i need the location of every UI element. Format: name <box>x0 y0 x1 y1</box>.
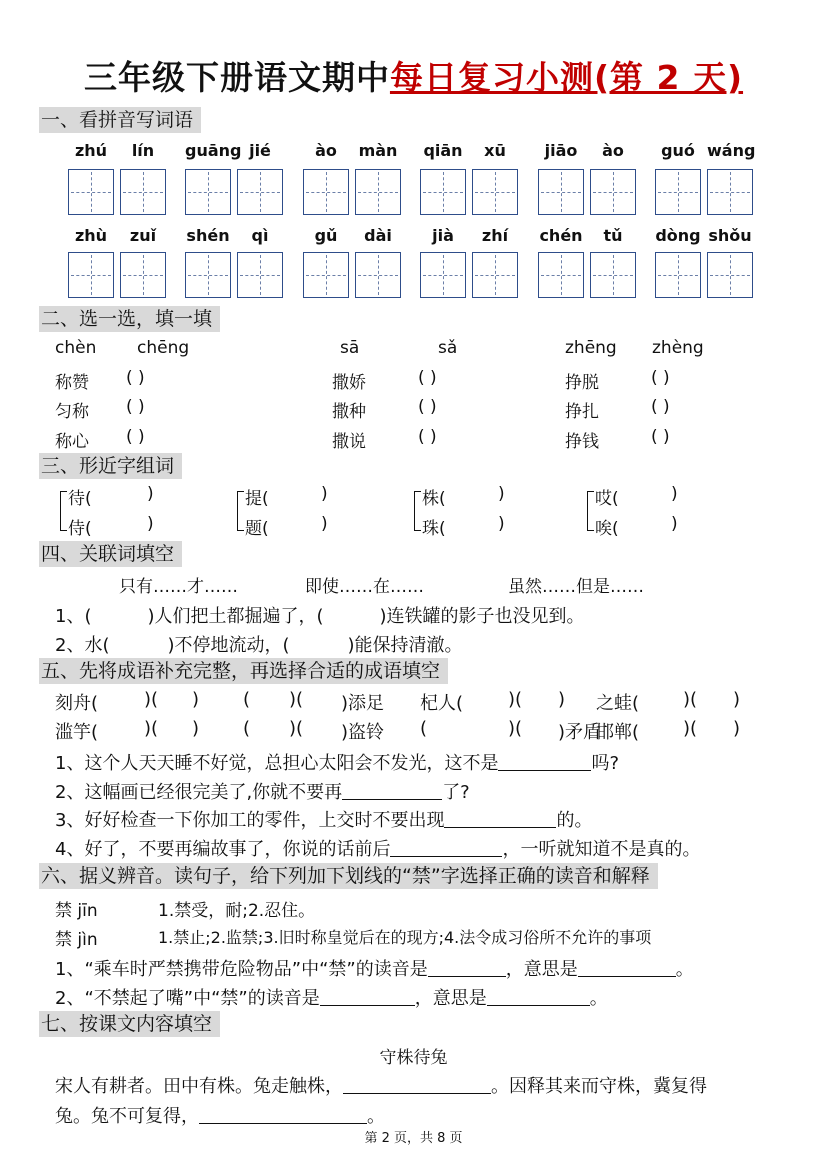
char-writing-box[interactable] <box>655 252 701 298</box>
answer-line[interactable] <box>320 987 415 1006</box>
char-writing-box[interactable] <box>303 252 349 298</box>
s2-word: 匀称 <box>55 402 89 422</box>
s5-question-4: 4、好了，不要再编故事了，你说的话前后 ，一听就知道不是真的。 <box>55 839 701 860</box>
idiom-fragment: )( <box>289 718 304 739</box>
s3-close: ) <box>321 514 328 534</box>
char-writing-box[interactable] <box>120 169 166 215</box>
char-writing-box[interactable] <box>185 169 231 215</box>
idiom-fragment: )( <box>289 689 304 710</box>
char-writing-box[interactable] <box>237 169 283 215</box>
idiom-fragment: 邯郸( <box>596 722 640 743</box>
s2-answer-blank[interactable]: ( ) <box>651 427 670 447</box>
s6-reading-1: 禁 jīn <box>55 901 98 921</box>
idiom-fragment: ( <box>420 718 428 739</box>
brace <box>587 491 594 531</box>
char-writing-box[interactable] <box>538 169 584 215</box>
passage-line-1: 宋人有耕者。田中有株。兔走触株， 。因释其来而守株，冀复得 <box>55 1076 707 1097</box>
s5-question-1: 1、这个人天天睡不好觉，总担心太阳会不发光，这不是 吗? <box>55 753 620 774</box>
char-writing-box[interactable] <box>707 252 753 298</box>
idiom-fragment: 刻舟( <box>55 693 99 714</box>
pinyin-label: zhú <box>74 141 108 160</box>
idiom-fragment: ) <box>733 689 741 710</box>
char-writing-box[interactable] <box>472 169 518 215</box>
s2-answer-blank[interactable]: ( ) <box>418 427 437 447</box>
idiom-fragment: 杞人( <box>420 693 464 714</box>
idiom-fragment: )( <box>683 718 698 739</box>
s3-char: 侍( <box>68 519 92 539</box>
pinyin-label: shǒu <box>708 226 752 245</box>
char-writing-box[interactable] <box>355 252 401 298</box>
pinyin-label: wáng <box>707 141 756 160</box>
answer-line[interactable] <box>343 1075 491 1094</box>
s2-word: 撒种 <box>332 402 366 422</box>
s2-answer-blank[interactable]: ( ) <box>126 368 145 388</box>
char-writing-box[interactable] <box>707 169 753 215</box>
idiom-fragment: )添足 <box>341 693 385 714</box>
s3-close: ) <box>498 484 505 504</box>
section-4-heading: 四、关联词填空 <box>39 541 182 567</box>
idiom-fragment: 滥竽( <box>55 722 99 743</box>
idiom-fragment: )( <box>144 689 159 710</box>
section-7-heading: 七、按课文内容填空 <box>39 1011 220 1037</box>
s2-answer-blank[interactable]: ( ) <box>651 397 670 417</box>
pinyin-label: jiāo <box>544 141 578 160</box>
answer-line[interactable] <box>199 1105 367 1124</box>
pinyin-label: zhù <box>74 226 108 245</box>
idiom-fragment: ( <box>243 689 251 710</box>
pinyin-label: tǔ <box>603 226 623 245</box>
pinyin-label: zhí <box>481 226 509 245</box>
char-writing-box[interactable] <box>420 252 466 298</box>
s2-answer-blank[interactable]: ( ) <box>418 397 437 417</box>
pinyin-label: shén <box>186 226 230 245</box>
char-writing-box[interactable] <box>237 252 283 298</box>
s3-close: ) <box>147 484 154 504</box>
s5-question-3: 3、好好检查一下你加工的零件，上交时不要出现 的。 <box>55 810 593 831</box>
idiom-fragment: 之蛙( <box>596 693 640 714</box>
answer-line[interactable] <box>498 752 591 771</box>
pinyin-label: ào <box>602 141 624 160</box>
idiom-fragment: )盗铃 <box>341 722 385 743</box>
s3-close: ) <box>671 484 678 504</box>
s2-pinyin: chēng <box>137 338 190 358</box>
s4-option: 只有……才…… <box>119 577 238 597</box>
idiom-fragment: )( <box>508 718 523 739</box>
s2-pinyin: sǎ <box>438 338 458 358</box>
section-2-heading: 二、选一选，填一填 <box>39 306 220 332</box>
pinyin-label: lín <box>131 141 155 160</box>
s3-char: 题( <box>245 519 269 539</box>
s5-question-2: 2、这幅画已经很完美了,你就不要再 了? <box>55 782 470 803</box>
s3-char: 株( <box>422 489 446 509</box>
pinyin-label: ào <box>315 141 337 160</box>
idiom-fragment: ) <box>192 689 200 710</box>
char-writing-box[interactable] <box>655 169 701 215</box>
pinyin-label: xū <box>484 141 506 160</box>
title-main: 三年级下册语文期中 <box>83 58 390 97</box>
s4-question-2: 2、水( )不停地流动，( )能保持清澈。 <box>55 635 463 656</box>
s3-close: ) <box>671 514 678 534</box>
char-writing-box[interactable] <box>538 252 584 298</box>
pinyin-label: dòng <box>655 226 701 245</box>
char-writing-box[interactable] <box>303 169 349 215</box>
idiom-fragment: )( <box>144 718 159 739</box>
char-writing-box[interactable] <box>68 252 114 298</box>
s2-word: 称心 <box>55 432 89 452</box>
pinyin-label: guó <box>661 141 695 160</box>
s6-reading-2: 禁 jìn <box>55 930 98 950</box>
section-1-heading: 一、看拼音写词语 <box>39 107 201 133</box>
pinyin-label: qiān <box>423 141 463 160</box>
pinyin-label: zuǐ <box>129 226 157 245</box>
s4-option: 即使……在…… <box>305 577 424 597</box>
char-writing-box[interactable] <box>472 252 518 298</box>
s3-close: ) <box>498 514 505 534</box>
brace <box>414 491 421 531</box>
s4-option: 虽然……但是…… <box>508 577 644 597</box>
pinyin-label: màn <box>358 141 398 160</box>
s6-meaning-2: 1.禁止;2.监禁;3.旧时称皇觉后在的现方;4.法令成习俗所不允许的事项 <box>158 928 652 947</box>
s2-word: 撒说 <box>332 432 366 452</box>
s3-char: 待( <box>68 489 92 509</box>
s2-answer-blank[interactable]: ( ) <box>418 368 437 388</box>
s3-char: 提( <box>245 489 269 509</box>
s6-meaning-1: 1.禁受，耐;2.忍住。 <box>158 901 316 921</box>
s3-char: 唉( <box>595 519 619 539</box>
char-writing-box[interactable] <box>68 169 114 215</box>
char-writing-box[interactable] <box>120 252 166 298</box>
idiom-fragment: ( <box>243 718 251 739</box>
char-writing-box[interactable] <box>590 252 636 298</box>
s6-question-2: 2、“不禁起了嘴”中“禁”的读音是 ，意思是 。 <box>55 988 608 1009</box>
idiom-fragment: )( <box>683 689 698 710</box>
s2-word: 挣钱 <box>565 432 599 452</box>
pinyin-label: guāng <box>185 141 242 160</box>
s3-char: 哎( <box>595 489 619 509</box>
pinyin-label: dài <box>364 226 392 245</box>
s6-question-1: 1、“乘车时严禁携带危险物品”中“禁”的读音是 ，意思是 。 <box>55 959 694 980</box>
answer-line[interactable] <box>444 809 556 828</box>
s4-question-1: 1、( )人们把土都掘遍了，( )连铁罐的影子也没见到。 <box>55 606 585 627</box>
pinyin-label: jié <box>249 141 271 160</box>
answer-line[interactable] <box>578 958 676 977</box>
section-3-heading: 三、形近字组词 <box>39 453 182 479</box>
s3-close: ) <box>321 484 328 504</box>
pinyin-label: gǔ <box>314 226 338 245</box>
s3-close: ) <box>147 514 154 534</box>
pinyin-label: jià <box>432 226 454 245</box>
brace <box>237 491 244 531</box>
idiom-fragment: ) <box>558 689 566 710</box>
s2-answer-blank[interactable]: ( ) <box>126 397 145 417</box>
brace <box>60 491 67 531</box>
page-title <box>0 52 827 99</box>
s2-pinyin: chèn <box>55 338 97 358</box>
char-writing-box[interactable] <box>355 169 401 215</box>
s2-word: 挣脱 <box>565 373 599 393</box>
pinyin-label: qì <box>251 226 269 245</box>
section-5-heading: 五、先将成语补充完整，再选择合适的成语填空 <box>39 658 448 684</box>
section-6-heading: 六、据义辨音。读句子，给下列加下划线的“禁”字选择正确的读音和解释 <box>39 863 658 889</box>
s2-answer-blank[interactable]: ( ) <box>651 368 670 388</box>
s2-word: 撒娇 <box>332 373 366 393</box>
idiom-fragment: ) <box>192 718 200 739</box>
pinyin-label: chén <box>539 226 583 245</box>
answer-line[interactable] <box>428 958 506 977</box>
idiom-fragment: ) <box>733 718 741 739</box>
title-highlight: 每日复习小测(第 2 天) <box>389 58 744 97</box>
answer-line[interactable] <box>487 987 590 1006</box>
s2-answer-blank[interactable]: ( ) <box>126 427 145 447</box>
s3-char: 珠( <box>422 519 446 539</box>
idiom-fragment: )矛盾 <box>558 722 602 743</box>
s2-word: 称赞 <box>55 373 89 393</box>
s2-pinyin: zhēng <box>565 338 617 358</box>
passage-title: 守株待兔 <box>379 1048 448 1068</box>
s2-pinyin: zhèng <box>652 338 704 358</box>
answer-line[interactable] <box>390 838 502 857</box>
idiom-fragment: )( <box>508 689 523 710</box>
char-writing-box[interactable] <box>420 169 466 215</box>
s2-pinyin: sā <box>340 338 360 358</box>
answer-line[interactable] <box>342 781 442 800</box>
char-writing-box[interactable] <box>185 252 231 298</box>
page-footer: 第 2 页，共 8 页 <box>364 1131 463 1146</box>
passage-line-2: 兔。兔不可复得， 。 <box>55 1106 385 1127</box>
char-writing-box[interactable] <box>590 169 636 215</box>
s2-word: 挣扎 <box>565 402 599 422</box>
